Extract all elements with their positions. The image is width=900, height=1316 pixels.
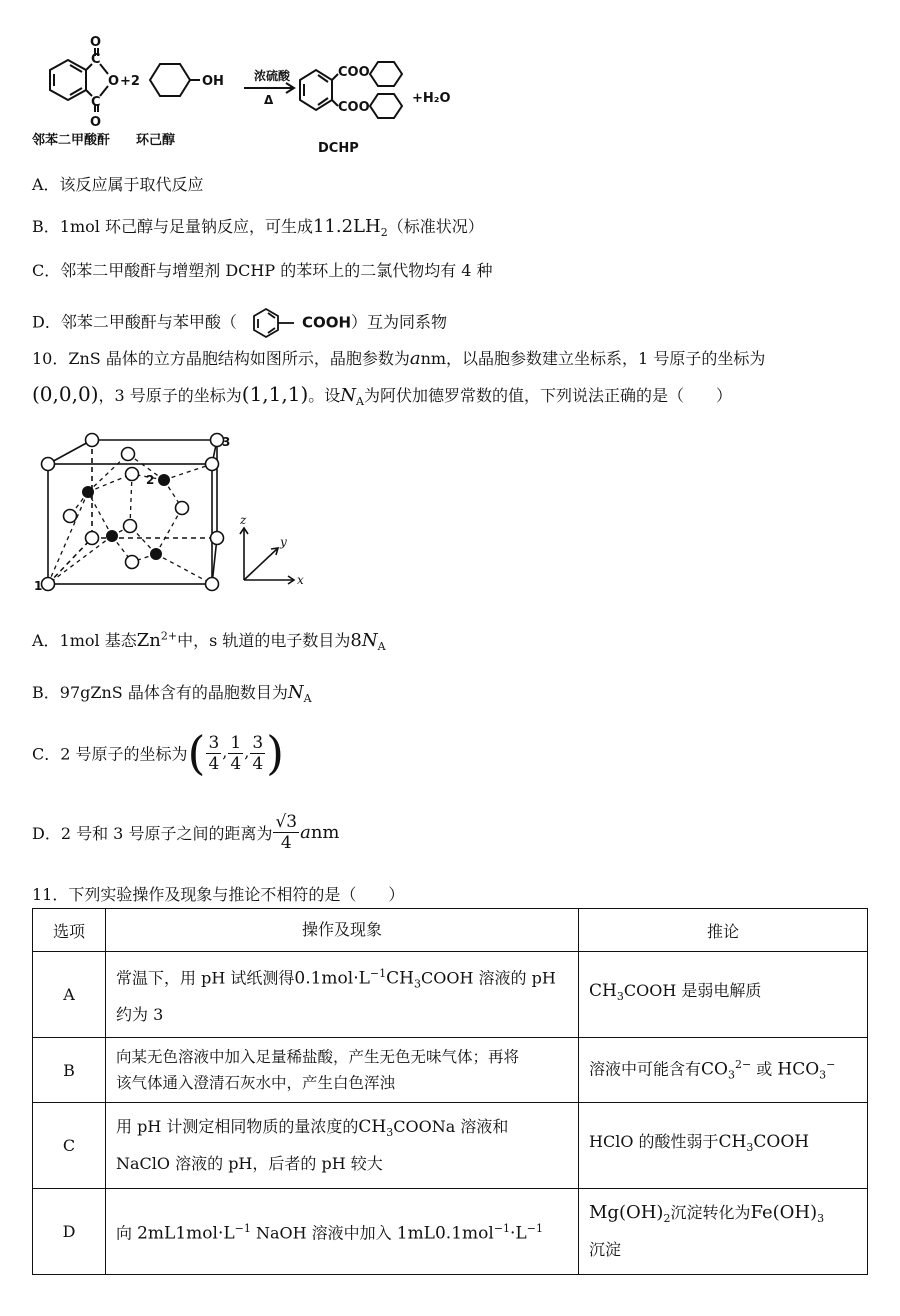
row-operation: 向某无色溶液中加入足量稀盐酸，产生无色无味气体；再将 该气体通入澄清石灰水中，产生白色浑浊	[106, 1038, 579, 1103]
hydroxyl-label: OH	[202, 74, 224, 89]
reactant2-label: 环己醇	[136, 133, 176, 148]
q9-b-text: B．1mol 环己醇与足量钠反应，可生成	[32, 217, 313, 236]
q10-a-mid: 中，s 轨道的电子数目为	[177, 631, 351, 650]
q10-d-unit: nm	[310, 822, 340, 843]
coefficient: +2	[120, 74, 140, 89]
frac-1: $\frac{3}{4}$	[208, 732, 220, 774]
q10-option-d	[32, 812, 340, 853]
row-operation: 向 $2mL1mol\cdot L^{-1}$ NaOH 溶液中加入 $1mL0.1mol^{-1}\cdot L^{-1}$	[106, 1189, 579, 1275]
reaction-scheme	[32, 30, 472, 160]
q9-option-a: A．该反应属于取代反应	[32, 175, 204, 194]
q10-a-pre: A．1mol 基态	[32, 631, 137, 650]
q10-option-c: C．2 号原子的坐标为( $\frac{3}{4}$ , $\frac{1}{4}$ , $\frac{3}{4}$ )	[32, 726, 285, 780]
q10-stem2-mid2: 。设	[308, 386, 341, 405]
q9-d-cooh: COOH	[301, 313, 352, 332]
q10-coord-1: (0,0,0)	[32, 382, 99, 406]
ester-coo-bottom: COO	[338, 100, 370, 115]
q10-c-pre: C．2 号原子的坐标为	[32, 744, 188, 764]
anhydride-c-bottom: C	[91, 95, 101, 110]
atom-label-2: 2	[146, 473, 155, 487]
q10-na-sub: A	[356, 395, 364, 409]
q10-a-na-sub: A	[377, 640, 386, 654]
q9-d-post: ）互为同系物	[351, 312, 448, 332]
axis-y-label: y	[280, 535, 287, 549]
q10-stem1-post: nm，以晶胞参数建立坐标系，1 号原子的坐标为	[420, 349, 766, 368]
q11-stem: 11．下列实验操作及现象与推论不相符的是（ ）	[32, 885, 405, 904]
q10-b-na: N	[287, 682, 304, 703]
q10-option-b	[32, 680, 312, 705]
row-option: C	[33, 1103, 106, 1189]
q10-stem2-post: 为阿伏加德罗常数的值，下列说法正确的是（ ）	[364, 386, 733, 405]
arrow-heat: Δ	[264, 93, 274, 107]
q9-b-note: （标准状况）	[387, 217, 484, 236]
q9-option-d	[32, 306, 447, 340]
header-inference: 推论	[579, 909, 868, 952]
frac-2: $\frac{1}{4}$	[230, 732, 242, 774]
q10-option-a	[32, 628, 386, 653]
row-option: A	[33, 952, 106, 1038]
experiment-table	[32, 908, 868, 1275]
water-product: +H₂O	[412, 91, 451, 106]
q10-na-symbol: N	[340, 385, 357, 406]
anhydride-o-bottom: O	[90, 115, 102, 130]
table-header-row	[33, 909, 868, 952]
table-row	[33, 1189, 868, 1275]
q10-a-charge: 2+	[160, 629, 178, 643]
q10-a-na: N	[361, 630, 378, 651]
row-option: B	[33, 1038, 106, 1103]
q10-b-pre: B．97gZnS 晶体含有的晶胞数目为	[32, 683, 288, 702]
arrow-catalyst: 浓硫酸	[254, 69, 291, 83]
q9-d-text: D．邻苯二甲酸酐与苯甲酸（	[32, 312, 237, 332]
anhydride-c-top: C	[91, 52, 101, 67]
header-option: 选项	[33, 909, 106, 952]
q10-stem-line1	[32, 346, 765, 369]
anhydride-o-top: O	[90, 35, 102, 50]
q10-coord-3: (1,1,1)	[241, 382, 309, 406]
row-operation: 用 pH 计测定相同物质的量浓度的$CH_3COONa$ 溶液和 NaClO 溶液的 pH，后者的 pH 较大	[106, 1103, 579, 1189]
axis-z-label: z	[240, 513, 247, 527]
frac-3: $\frac{3}{4}$	[252, 732, 264, 774]
product-label: DCHP	[318, 141, 359, 156]
q10-a-value: 8	[350, 630, 362, 651]
reactant1-label: 邻苯二甲酸酐	[32, 133, 111, 148]
row-inference: $CH_3COOH$ 是弱电解质	[579, 952, 868, 1038]
distance-fraction: $\frac{√3}{4}$	[275, 812, 298, 853]
q10-stem1-pre: 10．ZnS 晶体的立方晶胞结构如图所示，晶胞参数为	[32, 349, 410, 368]
row-operation: 常温下，用 pH 试纸测得$0.1mol\cdot L^{-1}CH_3COOH$ 溶液的 pH 约为 3	[106, 952, 579, 1038]
q10-d-a: a	[300, 822, 311, 843]
zns-unit-cell-figure	[32, 428, 312, 594]
q10-b-na-sub: A	[303, 692, 312, 706]
header-operation: 操作及现象	[106, 909, 579, 952]
row-inference: $Mg(OH)_2$沉淀转化为$Fe(OH)_3$ 沉淀	[579, 1189, 868, 1275]
q10-a-ion: Zn	[136, 630, 161, 651]
q9-b-value: 11.2LH	[312, 216, 381, 237]
benzene-ring-icon	[242, 306, 302, 340]
q10-stem1-a: a	[409, 348, 421, 369]
q9-option-c: C．邻苯二甲酸酐与增塑剂 DCHP 的苯环上的二氯代物均有 4 种	[32, 261, 493, 280]
anhydride-o-mid: O	[108, 74, 120, 89]
table-row	[33, 952, 868, 1038]
row-inference: HClO 的酸性弱于$CH_3COOH$	[579, 1103, 868, 1189]
atom-label-1: 1	[34, 579, 43, 593]
q10-d-pre: D．2 号和 3 号原子之间的距离为	[32, 824, 273, 843]
q10-stem-line2	[32, 382, 732, 408]
row-inference: 溶液中可能含有$CO_3^{2-}$ 或 $HCO_3^-$	[579, 1038, 868, 1103]
row-option: D	[33, 1189, 106, 1275]
q9-option-b	[32, 214, 484, 239]
q9-b-sub: 2	[380, 226, 388, 240]
table-row	[33, 1103, 868, 1189]
ester-coo-top: COO	[338, 65, 370, 80]
table-row	[33, 1038, 868, 1103]
q10-stem2-mid1: ，3 号原子的坐标为	[98, 386, 242, 405]
atom-label-3: 3	[222, 435, 231, 449]
axis-x-label: x	[297, 573, 304, 587]
